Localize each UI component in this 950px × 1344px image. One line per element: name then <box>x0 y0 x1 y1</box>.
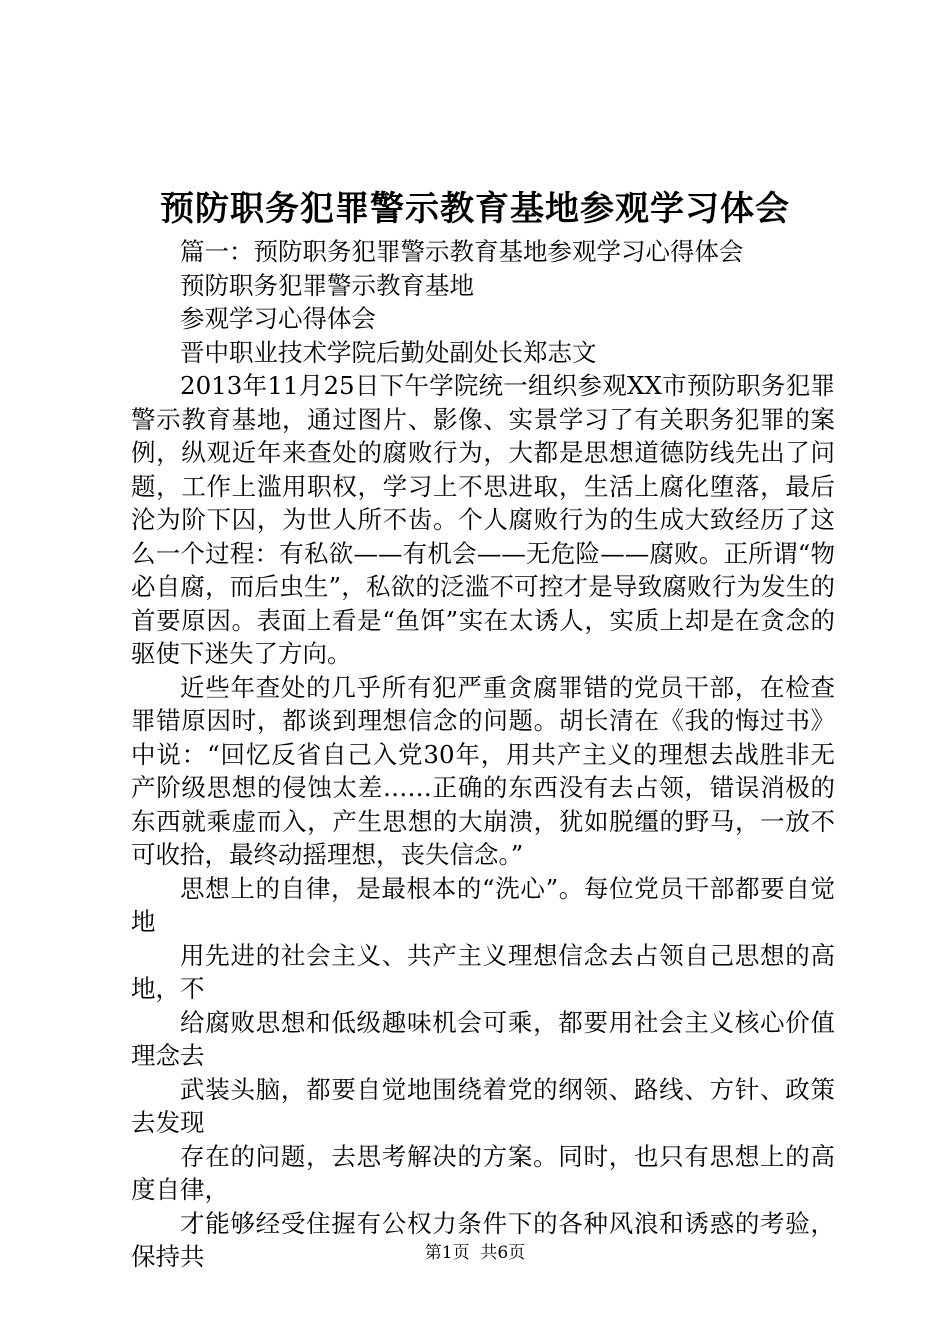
document-body <box>131 235 835 1274</box>
paragraph-body: 武装头脑，都要自觉地围绕着党的纲领、路线、方针、政策去发现 <box>131 1074 835 1137</box>
paragraph-body: 2013年11月25日下午学院统一组织参观XX市预防职务犯罪警示教育基地，通过图片、影像、实景学习了有关职务犯罪的案例，纵观近年来查处的腐败行为，大都是思想道德防线先出了问题，工作上滥用职权，学习上不思进取，生活上腐化堕落，最后沦为阶下囚，为世人所不齿。个人腐败行为的生成大致经历了这么一个过程：有私欲——有机会——无危险——腐败。正所谓“物必自腐，而后虫生”，私欲的泛滥不可控才是导致腐败行为发生的首要原因。表面上看是“鱼饵”实在太诱人，实质上却是在贪念的驱使下迷失了方向。 <box>131 371 835 668</box>
paragraph-body: 才能够经受住握有公权力条件下的各种风浪和诱惑的考验，保持共 <box>131 1208 835 1271</box>
document-title: 预防职务犯罪警示教育基地参观学习体会 <box>160 189 790 229</box>
paragraph-body: 思想上的自律，是最根本的“洗心”。每位党员干部都要自觉地 <box>131 873 835 936</box>
paragraph-body: 近些年查处的几乎所有犯严重贪腐罪错的党员干部，在检查罪错原因时，都谈到理想信念的问题。胡长清在《我的悔过书》中说：“回忆反省自己入党30年，用共产主义的理想去战胜非无产阶级思想的侵蚀太差……正确的东西没有去占领，错误消极的东西就乘虚而入，产生思想的大崩溃，犹如脱缰的野马，一放不可收拾，最终动摇理想，丧失信念。” <box>131 672 835 869</box>
page-footer: 第1页 共6页 <box>424 1243 526 1263</box>
paragraph-author: 晋中职业技术学院后勤处副处长郑志文 <box>180 337 597 367</box>
paragraph-subtitle-line-2: 参观学习心得体会 <box>180 304 376 333</box>
paragraph-body: 用先进的社会主义、共产主义理想信念去占领自己思想的高地，不 <box>131 940 835 1003</box>
paragraph-body: 给腐败思想和低级趣味机会可乘，都要用社会主义核心价值理念去 <box>131 1007 835 1070</box>
paragraph-body: 存在的问题，去思考解决的方案。同时，也只有思想上的高度自律， <box>131 1141 835 1204</box>
paragraph-chapter-heading: 篇一：预防职务犯罪警示教育基地参观学习心得体会 <box>180 237 744 266</box>
paragraph-subtitle-line-1: 预防职务犯罪警示教育基地 <box>180 270 474 300</box>
